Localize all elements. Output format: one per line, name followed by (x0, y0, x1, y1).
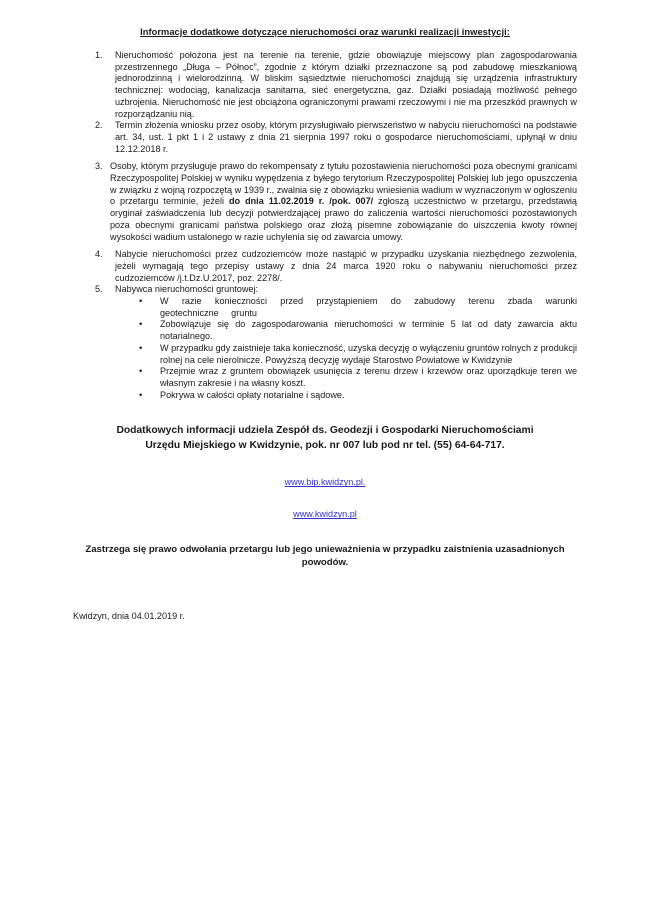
list-item-4-text: Nabycie nieruchomości przez cudzoziemców może nastąpić w przypadku uzyskania niezbędnego zezwolenia, jeżeli wymagają tego przepisy ustawy z dnia 24 marca 1920 roku o nabywaniu nieruchomości przez cudzoziemców /j.t.Dz.U.2017, poz. 2278/. (115, 249, 577, 283)
buyer-obligations-list (73, 296, 577, 401)
list-item-2 (73, 120, 577, 155)
list-item-3 (73, 161, 577, 243)
list-item-4 (73, 249, 577, 284)
bullet-icon: • (139, 296, 143, 308)
list-item (73, 319, 577, 342)
contact-block (73, 423, 577, 453)
bullet-icon: • (139, 389, 143, 401)
bullet-icon: • (139, 319, 143, 331)
list-item-1-number: 1. (95, 50, 103, 60)
bip-link-row (73, 472, 577, 490)
list-item-label: Zobowiązuje się do zagospodarowania nieruchomości w terminie 5 lat od daty zawarcia aktu notarialnego. (160, 319, 577, 342)
list-item (73, 366, 577, 389)
bullet-icon: • (139, 342, 143, 354)
list-item-label: Przejmie wraz z gruntem obowiązek usunięcia z terenu drzew i krzewów oraz uporządkuje teren we własnym zakresie i na własny koszt. (160, 366, 577, 388)
contact-line-1: Dodatkowych informacji udziela Zespół ds. Geodezji i Gospodarki Nieruchomościami (116, 425, 534, 437)
list-item (73, 296, 577, 319)
list-item-2-text: Termin złożenia wniosku przez osoby, którym przysługiwało pierwszeństwo w nabyciu nieruchomości na podstawie art. 34, ust. 1 pkt 1 i 2 ustawy z dnia 21 sierpnia 1997 roku o gospodarce nieruchomościami, upłynął w dniu 12.12.2018 r. (115, 120, 577, 154)
page-title: Informacje dodatkowe dotyczące nieruchomości oraz warunki realizacji inwestycji: (140, 27, 510, 37)
city-website-link[interactable]: www.kwidzyn.pl (293, 509, 357, 520)
cancellation-notice: Zastrzega się prawo odwołania przetargu lub jego unieważnienia w przypadku zaistnienia uzasadnionych powodów. (85, 544, 565, 569)
list-item-label: W razie konieczności przed przystąpieniem do zabudowy terenu zbada warunki geotechniczne gruntu (160, 296, 577, 318)
list-item-label: Pokrywa w całości opłaty notarialne i sądowe. (160, 389, 345, 400)
list-item-1-text: Nieruchomość położona jest na terenie na terenie, gdzie obowiązuje miejscowy plan zagospodarowania przestrzennego „Długa – Północ”, zgodnie z którym działki przeznaczone są pod zabudowę mieszkaniową jednorodzinną i wielorodzinną. W bliskim sąsiedztwie nieruchomości znajdują się urządzenia infrastruktury technicznej: wodociąg, kanalizacja sanitarna, sieć energetyczna, gaz. Działki posiadają możliwość pełnego uzbrojenia. Nieruchomość nie jest obciążona ograniczonymi prawami rzeczowymi i nie ma przeszkód prawnych w rozporządzaniu nią. (115, 50, 577, 119)
document-content (73, 26, 577, 622)
list-item-1 (73, 50, 577, 120)
list-item-label: W przypadku gdy zaistnieje taka konieczność, uzyska decyzję o wyłączeniu gruntów rolnych z produkcji rolnej na cele nierolnicze. Powyższą decyzję wydaje Starostwo Powiatowe w Kwidzynie (160, 342, 577, 365)
date-line: Kwidzyn, dnia 04.01.2019 r. (73, 611, 185, 622)
list-item-3-number: 3. (95, 161, 103, 172)
deadline-highlight: do dnia 11.02.2019 r. /pok. 007/ (228, 196, 374, 207)
bip-website-link[interactable]: www.bip.kwidzyn.pl. (284, 477, 366, 488)
bullet-icon: • (139, 366, 143, 378)
list-item-5-number: 5. (95, 284, 103, 295)
list-item-5 (73, 284, 577, 296)
list-item-2-number: 2. (95, 120, 103, 131)
list-item (73, 343, 577, 366)
list-item-4-number: 4. (95, 249, 103, 260)
list-item-5-text: Nabywca nieruchomości gruntowej: (115, 284, 259, 295)
list-item-3-text-before: Osoby, którym przysługuje prawo do rekompensaty z tytułu pozostawienia nieruchomości poza obecnymi granicami Rzeczypospolitej Polskiej w wyniku wypędzenia z byłego terytorium Rzeczypospolitej Polskiej lub jego opuszczenia w związku z wojną rozpoczętą w 1939 r., zwalnia się z obowiązku wniesienia wadium w wyznaczonym w ogłoszeniu o przetargu terminie, jeżeli (110, 161, 577, 207)
city-link-row (73, 504, 577, 522)
contact-line-2: Urzędu Miejskiego w Kwidzynie, pok. nr 007 lub pod nr tel. (55) 64-64-717. (145, 440, 505, 452)
list-item (73, 390, 577, 402)
list-item-3-text-after: zgłoszą uczestnictwo w przetargu, przedstawią oryginał zaświadczenia lub decyzji potwierdzającej prawo do zaliczenia wartości nieruchomości pozostawionych poza obecnymi granicami państwa polskiego oraz złożą pisemne zobowiązanie do uiszczenia kwoty równej wysokości wadium ustalonego w razie uchylenia się od zawarcia umowy. (110, 196, 577, 242)
